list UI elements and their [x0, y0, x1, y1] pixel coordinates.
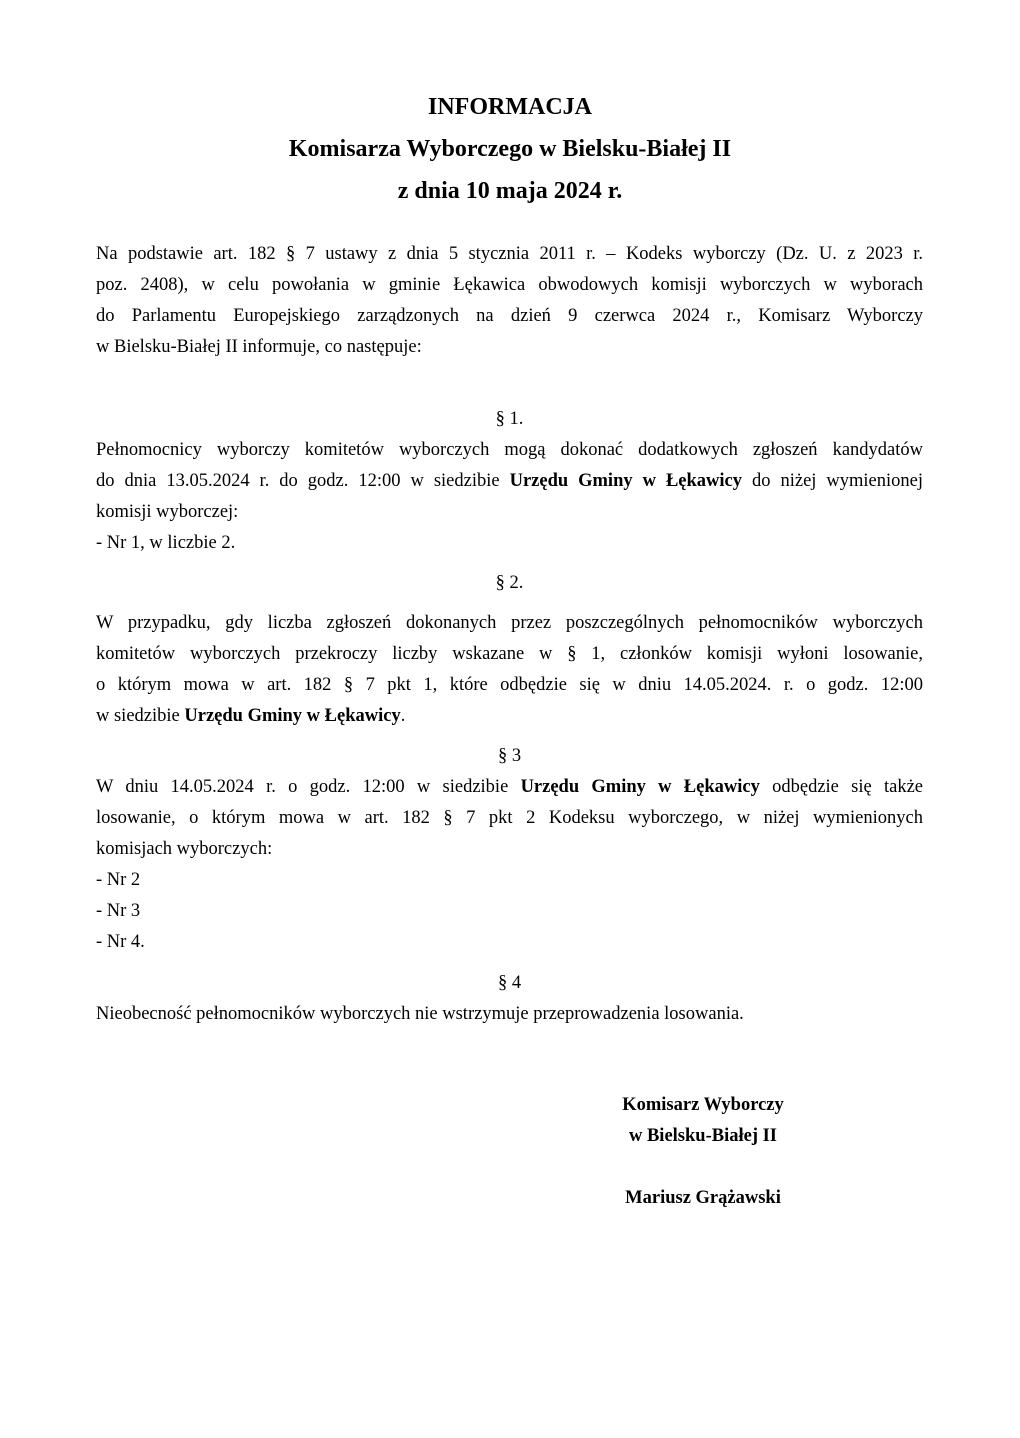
signature-name: Mariusz Grążawski: [625, 1188, 781, 1208]
section-1-line: komisji wyborczej:: [96, 502, 239, 522]
section-1-line: Pełnomocnicy wyborczy komitetów wyborczych mogą dokonać dodatkowych zgłoszeń kandydatów: [96, 440, 923, 460]
signature-block: [560, 1090, 846, 1214]
section-2-line: o którym mowa w art. 182 § 7 pkt 1, które odbędzie się w dniu 14.05.2024. r. o godz. 12:00: [96, 675, 923, 695]
list-item: - Nr 1, w liczbie 2.: [96, 533, 236, 553]
intro-line: w Bielsku-Białej II informuje, co następuje:: [96, 337, 422, 357]
section-2-heading: § 2.: [495, 573, 524, 593]
section-3-line: komisjach wyborczych:: [96, 839, 273, 859]
header-issuer: Komisarza Wyborczego w Bielsku-Białej II: [288, 136, 732, 162]
section-3-text: odbędzie się także: [759, 777, 924, 797]
office-name: Urzędu Gminy w Łękawicy: [520, 777, 760, 797]
office-name: Urzędu Gminy w Łękawicy: [184, 706, 401, 726]
header-date: z dnia 10 maja 2024 r.: [397, 178, 623, 204]
section-2-heading-block: [96, 568, 923, 599]
intro-paragraph: [96, 239, 923, 363]
document-header: [0, 86, 1020, 212]
section-3-line: [96, 772, 923, 803]
list-item: - Nr 3: [96, 901, 141, 921]
intro-line: poz. 2408), w celu powołania w gminie Łękawica obwodowych komisji wyborczych w wyborach: [96, 275, 923, 295]
section-1-line: [96, 466, 923, 497]
section-2-line: [96, 701, 923, 732]
section-3-heading: § 3: [497, 746, 522, 766]
signature-spacer: [560, 1152, 846, 1183]
intro-line: Na podstawie art. 182 § 7 ustawy z dnia 5 stycznia 2011 r. – Kodeks wyborczy (Dz. U. z 2023 r.: [96, 244, 923, 264]
list-item: - Nr 2: [96, 870, 141, 890]
section-3-line: losowanie, o którym mowa w art. 182 § 7 pkt 2 Kodeksu wyborczego, w niżej wymienionych: [96, 808, 923, 828]
section-4-heading: § 4: [497, 973, 522, 993]
section-2-line: W przypadku, gdy liczba zgłoszeń dokonanych przez poszczególnych pełnomocników wyborczych: [96, 613, 923, 633]
section-2: [96, 608, 923, 732]
section-1-text: do dnia 13.05.2024 r. do godz. 12:00 w siedzibie: [96, 471, 510, 491]
section-1: [96, 404, 923, 559]
section-1-text: do niżej wymienionej: [742, 471, 923, 491]
signature-office: w Bielsku-Białej II: [628, 1126, 778, 1146]
header-title: INFORMACJA: [428, 94, 592, 120]
intro-line: do Parlamentu Europejskiego zarządzonych na dzień 9 czerwca 2024 r., Komisarz Wyborczy: [96, 306, 923, 326]
section-3-text: W dniu 14.05.2024 r. o godz. 12:00 w siedzibie: [96, 777, 521, 797]
signature-title: Komisarz Wyborczy: [622, 1095, 784, 1115]
section-2-text: w siedzibie: [96, 706, 185, 726]
section-3: [96, 741, 923, 958]
section-2-line: komitetów wyborczych przekroczy liczby wskazane w § 1, członków komisji wyłoni losowanie,: [96, 644, 923, 664]
section-4-line: Nieobecność pełnomocników wyborczych nie wstrzymuje przeprowadzenia losowania.: [96, 1004, 744, 1024]
section-1-heading: § 1.: [495, 409, 524, 429]
section-4: [96, 968, 923, 1030]
list-item: - Nr 4.: [96, 932, 145, 952]
section-2-text: .: [400, 706, 406, 726]
office-name: Urzędu Gminy w Łękawicy: [509, 471, 742, 491]
